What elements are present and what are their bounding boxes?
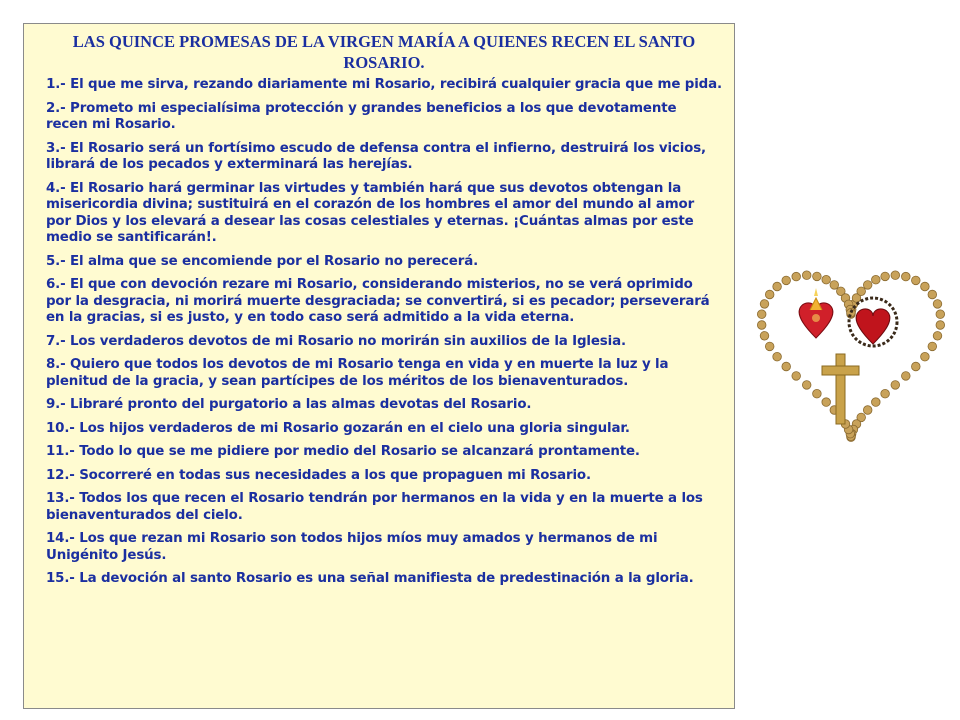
rosary-bead <box>802 381 811 390</box>
rosary-bead <box>792 272 801 281</box>
rosary-bead <box>872 275 881 284</box>
rosary-bead <box>822 275 831 284</box>
rosary-bead <box>881 272 890 281</box>
rosary-bead <box>773 352 782 361</box>
sacred-heart-icon <box>799 288 833 338</box>
rosary-bead <box>872 398 881 407</box>
promise-item: 4.- El Rosario hará germinar las virtudes y también hará que sus devotos obtengan la misericordia divina; sustituirá en el corazón de los hombres el amor del mundo al amor por Dios y los elevará a desear las cosas celestiales y eternas. ¡Cuántas almas por este medio se santificarán!. <box>46 180 695 245</box>
rosary-bead <box>782 276 791 285</box>
rosary-bead <box>813 272 822 281</box>
promises-text-box <box>23 23 735 709</box>
rosary-bead <box>863 281 872 290</box>
rosary-bead <box>936 321 945 330</box>
cross-icon <box>822 354 859 424</box>
promise-item: 1.- El que me sirva, rezando diariamente mi Rosario, recibirá cualquier gracia que me pida. <box>46 77 722 92</box>
promise-item: 10.- Los hijos verdaderos de mi Rosario gozarán en el cielo una gloria singular. <box>46 420 630 436</box>
rosary-beads <box>757 271 944 442</box>
rosary-bead <box>857 287 866 296</box>
rosary-bead <box>760 332 769 341</box>
rosary-bead <box>757 321 766 330</box>
rosary-bead <box>765 290 774 299</box>
rosary-bead <box>863 406 872 415</box>
rosary-bead <box>921 352 930 361</box>
rosary-bead <box>760 300 769 309</box>
promise-item: 11.- Todo lo que se me pidiere por medio del Rosario se alcanzará prontamente. <box>46 444 640 459</box>
rosary-bead <box>933 332 942 341</box>
rosary-bead <box>891 381 900 390</box>
rosary-bead <box>802 271 811 280</box>
rosary-bead <box>902 372 911 381</box>
rosary-bead <box>928 342 937 351</box>
promise-item: 15.- La devoción al santo Rosario es una señal manifiesta de predestinación a la gloria. <box>46 571 694 586</box>
rosary-bead <box>912 362 921 371</box>
rosary-bead <box>881 389 890 398</box>
page-title: LAS QUINCE PROMESAS DE LA VIRGEN MARÍA A QUIENES RECEN EL SANTO ROSARIO. <box>72 32 696 72</box>
rosary-bead <box>912 276 921 285</box>
promise-item: 5.- El alma que se encomiende por el Rosario no perecerá. <box>46 253 479 269</box>
promise-item: 8.- Quiero que todos los devotos de mi Rosario tenga en vida y en muerte la luz y la plenitud de la gracia, y sean partícipes de los méritos de los bienaventurados. <box>46 357 669 389</box>
rosary-bead <box>757 310 766 319</box>
promise-item: 6.- El que con devoción rezare mi Rosario, considerando misterios, no se verá oprimido por la desgracia, ni morirá muerte desgraciada; se convertirá, si es pecador; perseverará en la gracias, si es justo, y en todo caso será admitido a la vida eterna. <box>46 277 710 325</box>
rosary-bead <box>891 271 900 280</box>
rosary-bead <box>782 362 791 371</box>
rosary-bead <box>928 290 937 299</box>
promise-item: 14.- Los que rezan mi Rosario son todos hijos míos muy amados y hermanos de mi Unigénito Jesús. <box>46 531 658 563</box>
promise-item: 12.- Socorreré en todas sus necesidades a los que propaguen mi Rosario. <box>46 467 591 483</box>
promise-item: 3.- El Rosario será un fortísimo escudo de defensa contra el infierno, destruirá los vicios, librará de los pecados y exterminará las herejías. <box>46 140 706 172</box>
promise-item: 9.- Libraré pronto del purgatorio a las almas devotas del Rosario. <box>46 397 532 412</box>
promise-item: 2.- Prometo mi especialísima protección y grandes beneficios a los que devotamente recen mi Rosario. <box>46 100 677 132</box>
rosary-bead <box>830 281 839 290</box>
promise-item: 13.- Todos los que recen el Rosario tendrán por hermanos en la vida y en la muerte a los bienaventurados del cielo. <box>46 491 703 523</box>
rosary-bead <box>765 342 774 351</box>
rosary-bead <box>773 282 782 291</box>
rosary-heart-icon <box>748 234 954 470</box>
rosary-bead <box>921 282 930 291</box>
promise-item: 7.- Los verdaderos devotos de mi Rosario no morirán sin auxilios de la Iglesia. <box>46 333 626 349</box>
rosary-bead <box>822 398 831 407</box>
rosary-bead <box>792 372 801 381</box>
rosary-bead <box>933 300 942 309</box>
rosary-bead <box>936 310 945 319</box>
rosary-bead <box>902 272 911 281</box>
rosary-bead <box>813 389 822 398</box>
